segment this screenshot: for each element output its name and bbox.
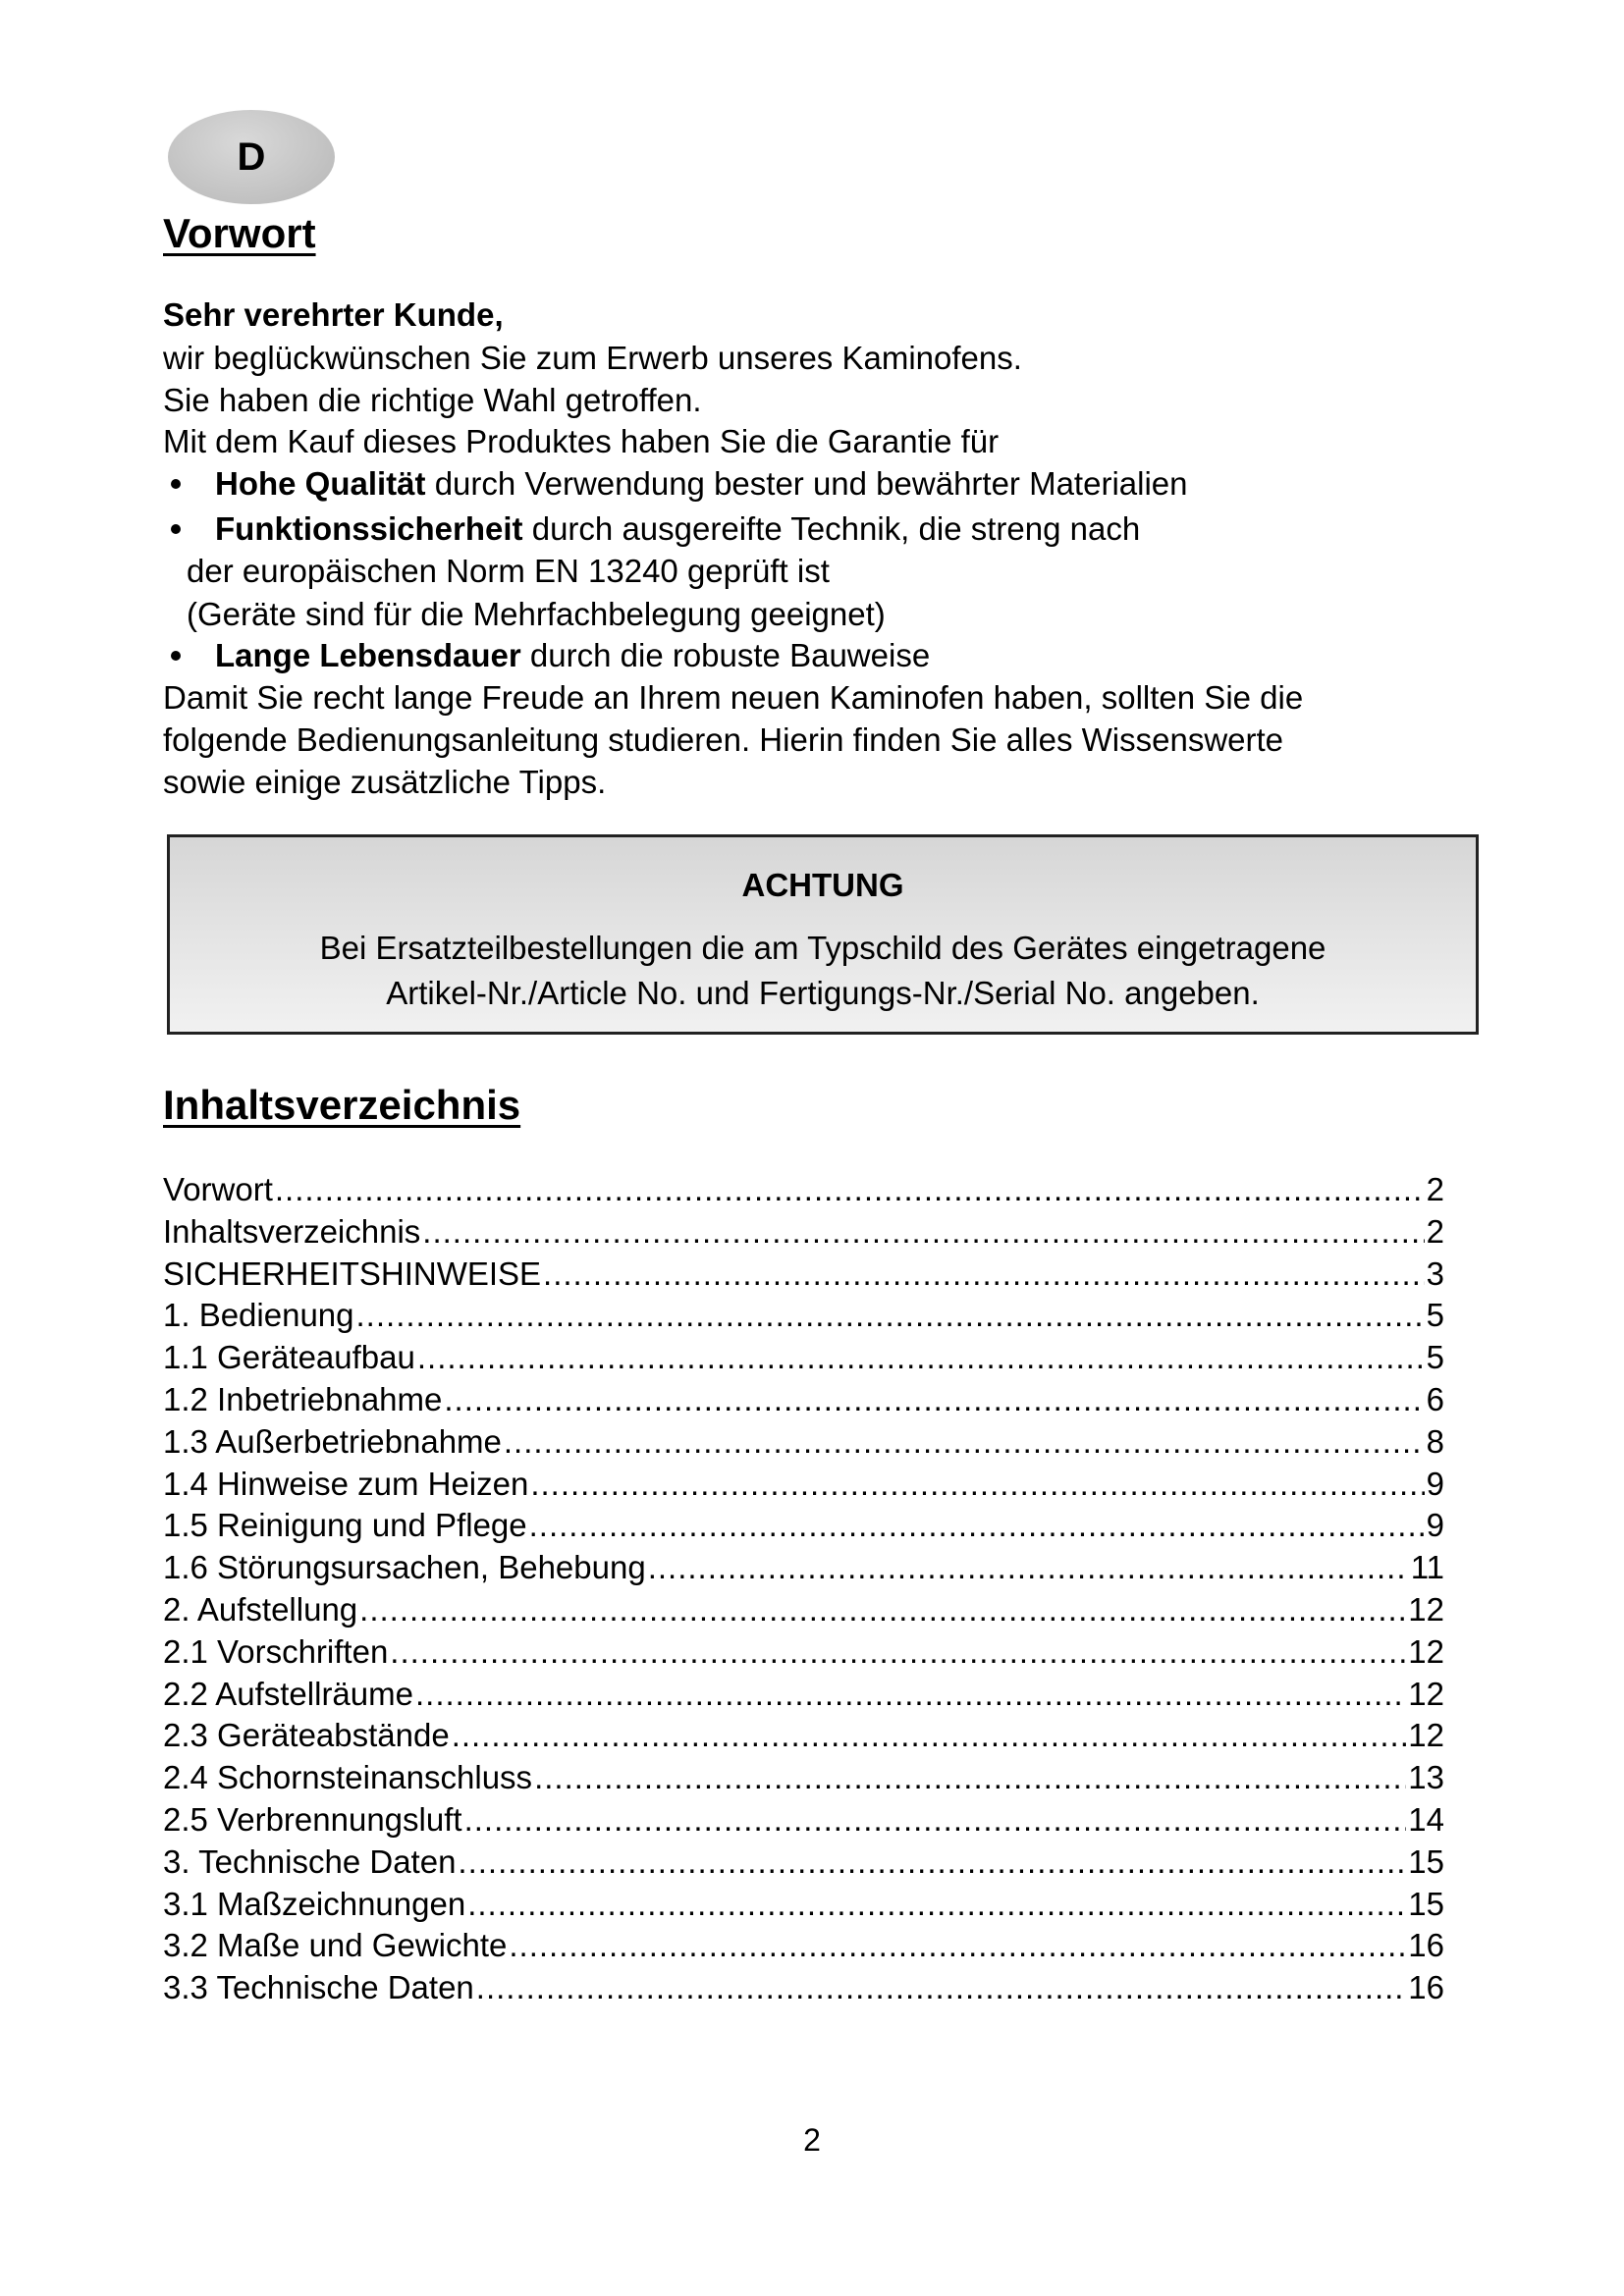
toc-leader: [467, 1886, 1406, 1923]
toc-entry-page: 9: [1426, 1465, 1444, 1502]
toc-entry[interactable]: [163, 1255, 1444, 1298]
toc-leader: [529, 1507, 1425, 1544]
toc-entry-page: 8: [1426, 1422, 1444, 1460]
toc-entry-page: 15: [1408, 1842, 1444, 1880]
toc-entry[interactable]: [163, 1969, 1444, 2011]
notice-box: [167, 834, 1479, 1035]
notice-text: Bei Ersatzteilbestellungen die am Typschild des Gerätes eingetragene: [319, 930, 1326, 966]
toc-entry-page: 12: [1408, 1717, 1444, 1754]
toc-entry[interactable]: [163, 1549, 1444, 1591]
notice-title: ACHTUNG: [741, 867, 904, 903]
toc-leader: [648, 1549, 1409, 1586]
toc-entry-title: 1.2 Inbetriebnahme: [163, 1380, 443, 1417]
bullet-continuation: (Geräte sind für die Mehrfachbelegung geeignet): [187, 596, 886, 632]
toc-leader: [356, 1297, 1425, 1334]
toc-entry-title: 2.3 Geräteabstände: [163, 1717, 450, 1754]
toc-leader: [509, 1927, 1406, 1964]
intro-line: wir beglückwünschen Sie zum Erwerb unseres Kaminofens.: [163, 340, 1022, 376]
bullet-item: [215, 467, 1188, 500]
toc-entry-title: 3.1 Maßzeichnungen: [163, 1885, 466, 1922]
toc-entry-title: SICHERHEITSHINWEISE: [163, 1255, 542, 1292]
bullet-bold: Funktionssicherheit: [215, 510, 523, 547]
toc-leader: [458, 1843, 1406, 1881]
toc-leader: [415, 1676, 1406, 1713]
closing-line: folgende Bedienungsanleitung studieren. Hierin finden Sie alles Wissenswerte: [163, 721, 1284, 758]
bullet-bold: Lange Lebensdauer: [215, 637, 521, 673]
intro-line: Mit dem Kauf dieses Produktes haben Sie die Garantie für: [163, 423, 1000, 459]
toc-entry[interactable]: [163, 1507, 1444, 1549]
toc-entry-title: 1.3 Außerbetriebnahme: [163, 1422, 502, 1460]
toc-leader: [534, 1759, 1406, 1796]
toc-entry-page: 3: [1426, 1255, 1444, 1292]
toc-entry[interactable]: [163, 1676, 1444, 1718]
toc-entry-page: 16: [1408, 1927, 1444, 1964]
bullet-bold: Hohe Qualität: [215, 465, 426, 502]
toc-leader: [359, 1591, 1406, 1629]
toc-entry[interactable]: [163, 1339, 1444, 1381]
toc-leader: [543, 1255, 1425, 1293]
toc-entry[interactable]: [163, 1213, 1444, 1255]
toc-entry-title: 2.2 Aufstellräume: [163, 1675, 413, 1712]
toc-leader: [530, 1466, 1424, 1503]
toc-entry[interactable]: [163, 1759, 1444, 1801]
toc-leader: [504, 1423, 1425, 1461]
toc-entry-title: 1.1 Geräteaufbau: [163, 1339, 415, 1376]
bullet-icon: [171, 651, 181, 661]
toc-entry-title: 2.1 Vorschriften: [163, 1632, 389, 1670]
toc-entry-page: 6: [1426, 1380, 1444, 1417]
toc-entry-title: 2.4 Schornsteinanschluss: [163, 1759, 533, 1796]
toc-entry[interactable]: [163, 1843, 1444, 1886]
toc-entry-title: 3.3 Technische Daten: [163, 1969, 474, 2006]
toc-entry[interactable]: [163, 1423, 1444, 1466]
toc-entry-title: Inhaltsverzeichnis: [163, 1212, 421, 1250]
toc-entry-title: 1.6 Störungsursachen, Behebung: [163, 1549, 646, 1586]
bullet-text: durch ausgereifte Technik, die streng nach: [522, 510, 1141, 547]
toc-entry-title: 2.5 Verbrennungsluft: [163, 1800, 462, 1838]
greeting: Sehr verehrter Kunde,: [163, 296, 504, 333]
toc-entry[interactable]: [163, 1171, 1444, 1213]
toc-entry-page: 12: [1408, 1675, 1444, 1712]
toc-leader: [422, 1213, 1424, 1251]
toc-entry-page: 11: [1410, 1549, 1444, 1586]
bullet-icon: [171, 479, 181, 489]
toc-leader: [444, 1381, 1424, 1418]
toc-entry[interactable]: [163, 1297, 1444, 1339]
toc-entry-title: 2. Aufstellung: [163, 1590, 358, 1628]
toc-entry-title: 3.2 Maße und Gewichte: [163, 1927, 508, 1964]
foreword-heading: Vorwort: [163, 210, 316, 256]
language-badge: D: [168, 110, 335, 204]
toc-entry-page: 12: [1408, 1590, 1444, 1628]
toc-leader: [476, 1969, 1407, 2006]
toc-leader: [452, 1717, 1407, 1754]
toc-entry-title: 3. Technische Daten: [163, 1842, 457, 1880]
toc-entry-page: 13: [1408, 1759, 1444, 1796]
toc-entry[interactable]: [163, 1633, 1444, 1676]
bullet-text: durch Verwendung bester und bewährter Materialien: [425, 465, 1188, 502]
bullet-continuation: der europäischen Norm EN 13240 geprüft ist: [187, 553, 830, 589]
toc-entry[interactable]: [163, 1717, 1444, 1759]
toc-entry[interactable]: [163, 1466, 1444, 1508]
toc-entry-page: 15: [1408, 1885, 1444, 1922]
toc-entry[interactable]: [163, 1886, 1444, 1928]
toc-entry-page: 9: [1426, 1507, 1444, 1544]
bullet-text: durch die robuste Bauweise: [520, 637, 931, 673]
bullet-item: [215, 639, 930, 671]
toc-leader: [275, 1171, 1425, 1208]
toc-list: [163, 1171, 1444, 2011]
toc-entry-page: 5: [1426, 1339, 1444, 1376]
closing-line: Damit Sie recht lange Freude an Ihrem neuen Kaminofen haben, sollten Sie die: [163, 679, 1304, 716]
toc-entry-page: 14: [1408, 1800, 1444, 1838]
toc-leader: [417, 1339, 1425, 1376]
bullet-icon: [171, 524, 181, 534]
toc-entry[interactable]: [163, 1381, 1444, 1423]
intro-line: Sie haben die richtige Wahl getroffen.: [163, 382, 702, 418]
toc-entry-title: 1.5 Reinigung und Pflege: [163, 1507, 527, 1544]
toc-leader: [464, 1801, 1407, 1839]
toc-entry[interactable]: [163, 1801, 1444, 1843]
notice-text: Artikel-Nr./Article No. und Fertigungs-Nr./Serial No. angeben.: [386, 975, 1260, 1011]
toc-entry-page: 12: [1408, 1632, 1444, 1670]
toc-entry-page: 2: [1426, 1171, 1444, 1207]
toc-entry-page: 2: [1426, 1212, 1444, 1250]
bullet-item: [215, 512, 1140, 545]
toc-entry-page: 5: [1426, 1297, 1444, 1334]
toc-entry-title: Vorwort: [163, 1171, 273, 1207]
page-number: 2: [803, 2122, 821, 2158]
toc-leader: [390, 1633, 1406, 1671]
closing-line: sowie einige zusätzliche Tipps.: [163, 764, 607, 800]
toc-heading: Inhaltsverzeichnis: [163, 1082, 521, 1128]
toc-entry[interactable]: [163, 1591, 1444, 1633]
toc-entry-title: 1.4 Hinweise zum Heizen: [163, 1465, 529, 1502]
toc-entry-title: 1. Bedienung: [163, 1297, 354, 1334]
toc-entry-page: 16: [1408, 1969, 1444, 2006]
toc-entry[interactable]: [163, 1927, 1444, 1969]
